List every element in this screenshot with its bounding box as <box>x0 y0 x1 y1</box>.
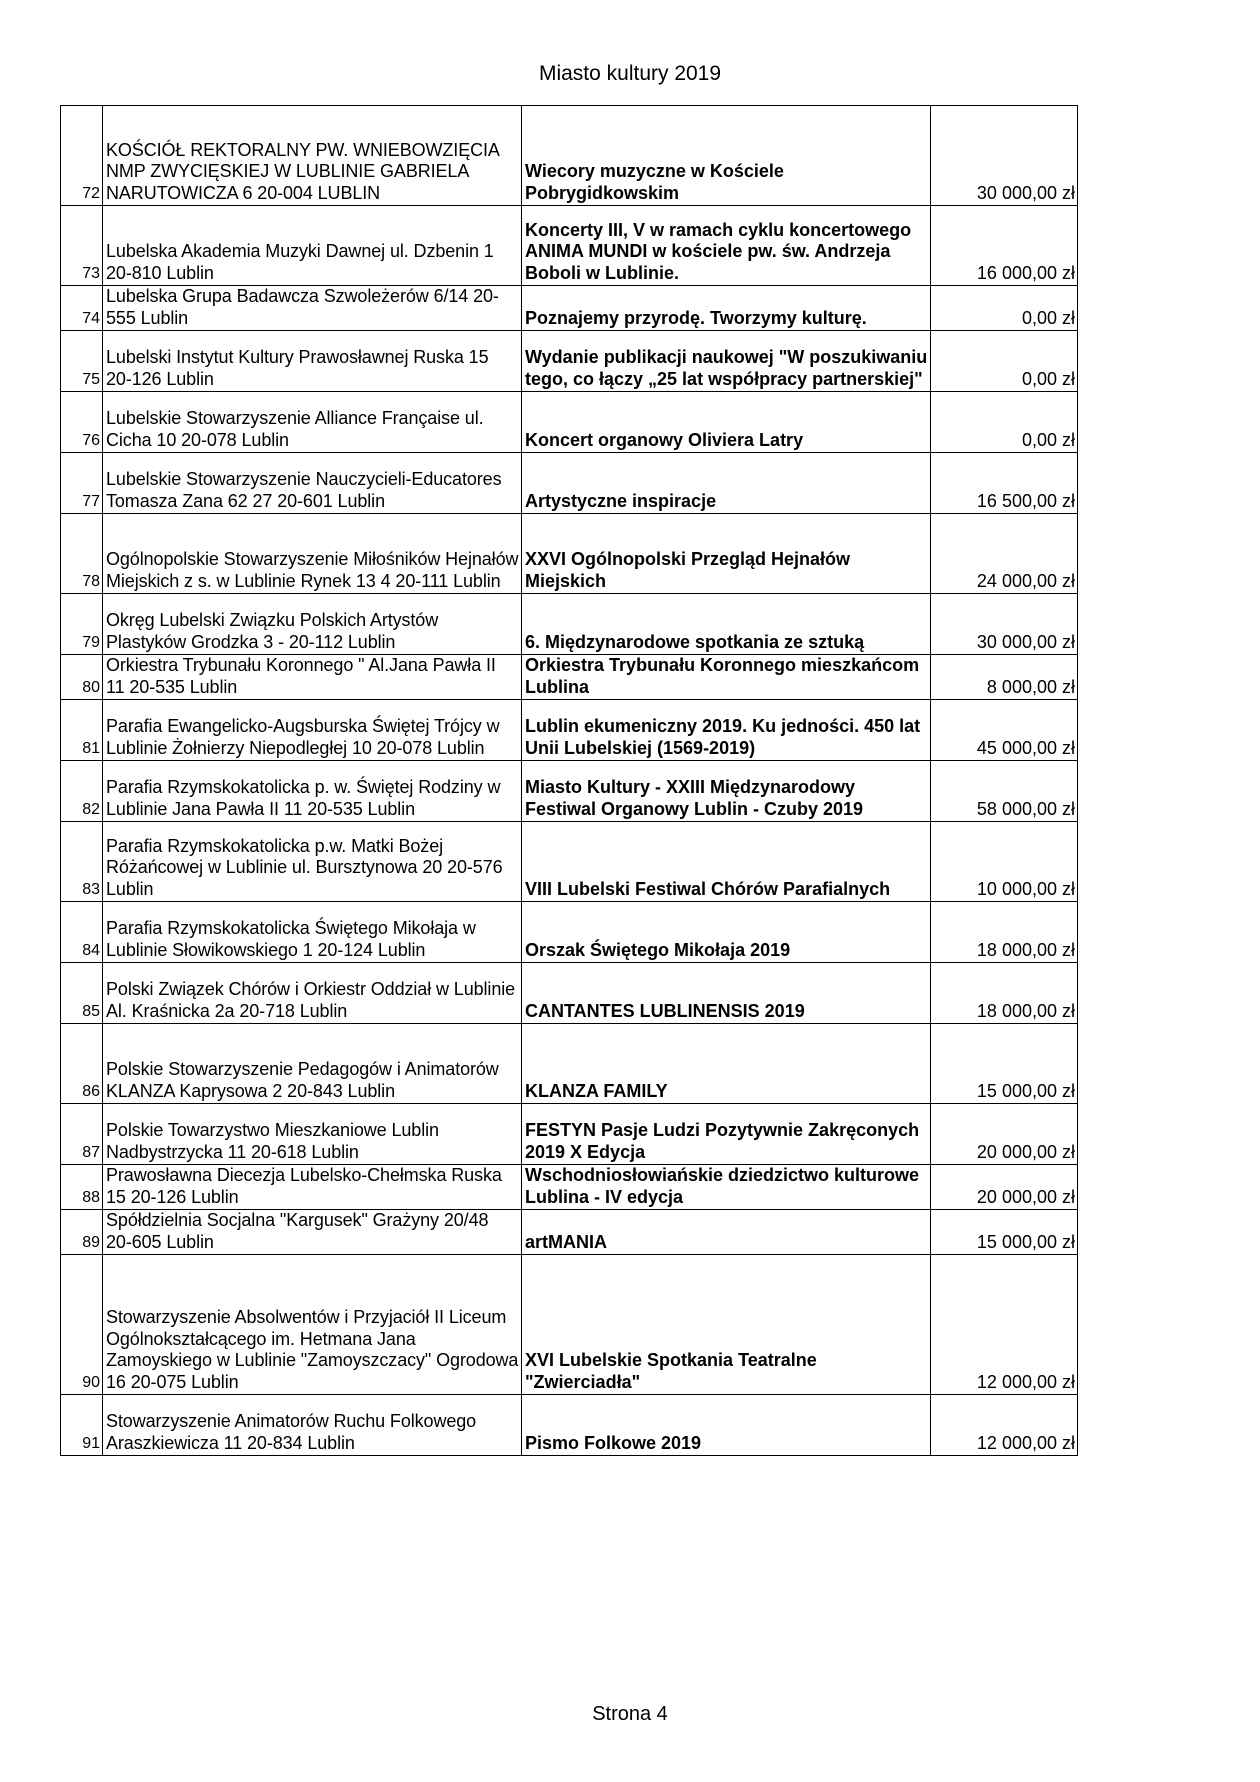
project-cell: Wiecory muzyczne w Kościele Pobrygidkowskim <box>522 106 931 206</box>
organization-cell: Lubelska Akademia Muzyki Dawnej ul. Dzbenin 1 20-810 Lublin <box>103 206 522 286</box>
organization-cell: Okręg Lubelski Związku Polskich Artystów Plastyków Grodzka 3 - 20-112 Lublin <box>103 594 522 655</box>
table-row <box>61 655 1078 700</box>
amount-cell: 15 000,00 zł <box>931 1210 1078 1255</box>
table-row <box>61 1255 1078 1395</box>
project-cell: 6. Międzynarodowe spotkania ze sztuką <box>522 594 931 655</box>
amount-cell: 30 000,00 zł <box>931 594 1078 655</box>
grants-table-body <box>61 106 1078 1456</box>
organization-cell: Parafia Rzymskokatolicka Świętego Mikołaja w Lublinie Słowikowskiego 1 20-124 Lublin <box>103 902 522 963</box>
organization-cell: Stowarzyszenie Animatorów Ruchu Folkowego Araszkiewicza 11 20-834 Lublin <box>103 1395 522 1456</box>
page-header: Miasto kultury 2019 <box>538 62 722 85</box>
table-row <box>61 700 1078 761</box>
table-row <box>61 453 1078 514</box>
row-number: 84 <box>61 902 103 963</box>
amount-cell: 18 000,00 zł <box>931 963 1078 1024</box>
amount-cell: 16 000,00 zł <box>931 206 1078 286</box>
row-number: 72 <box>61 106 103 206</box>
organization-cell: Polski Związek Chórów i Orkiestr Oddział w Lublinie Al. Kraśnicka 2a 20-718 Lublin <box>103 963 522 1024</box>
table-row <box>61 761 1078 822</box>
row-number: 91 <box>61 1395 103 1456</box>
amount-cell: 30 000,00 zł <box>931 106 1078 206</box>
project-cell: Lublin ekumeniczny 2019. Ku jedności. 450 lat Unii Lubelskiej (1569-2019) <box>522 700 931 761</box>
amount-cell: 24 000,00 zł <box>931 514 1078 594</box>
amount-cell: 0,00 zł <box>931 286 1078 331</box>
organization-cell: Polskie Stowarzyszenie Pedagogów i Animatorów KLANZA Kaprysowa 2 20-843 Lublin <box>103 1024 522 1104</box>
amount-cell: 0,00 zł <box>931 392 1078 453</box>
amount-cell: 0,00 zł <box>931 331 1078 392</box>
project-cell: XVI Lubelskie Spotkania Teatralne "Zwierciadła" <box>522 1255 931 1395</box>
row-number: 79 <box>61 594 103 655</box>
project-cell: CANTANTES LUBLINENSIS 2019 <box>522 963 931 1024</box>
amount-cell: 15 000,00 zł <box>931 1024 1078 1104</box>
project-cell: Artystyczne inspiracje <box>522 453 931 514</box>
row-number: 89 <box>61 1210 103 1255</box>
amount-cell: 20 000,00 zł <box>931 1104 1078 1165</box>
amount-cell: 10 000,00 zł <box>931 822 1078 902</box>
organization-cell: Spółdzielnia Socjalna "Kargusek" Grażyny 20/48 20-605 Lublin <box>103 1210 522 1255</box>
organization-cell: Parafia Rzymskokatolicka p. w. Świętej Rodziny w Lublinie Jana Pawła II 11 20-535 Lublin <box>103 761 522 822</box>
organization-cell: Polskie Towarzystwo Mieszkaniowe Lublin Nadbystrzycka 11 20-618 Lublin <box>103 1104 522 1165</box>
row-number: 78 <box>61 514 103 594</box>
row-number: 75 <box>61 331 103 392</box>
project-cell: FESTYN Pasje Ludzi Pozytywnie Zakręconych 2019 X Edycja <box>522 1104 931 1165</box>
project-cell: KLANZA FAMILY <box>522 1024 931 1104</box>
project-cell: XXVI Ogólnopolski Przegląd Hejnałów Miejskich <box>522 514 931 594</box>
amount-cell: 8 000,00 zł <box>931 655 1078 700</box>
amount-cell: 20 000,00 zł <box>931 1165 1078 1210</box>
amount-cell: 12 000,00 zł <box>931 1395 1078 1456</box>
organization-cell: Ogólnopolskie Stowarzyszenie Miłośników Hejnałów Miejskich z s. w Lublinie Rynek 13 4 20-111 Lublin <box>103 514 522 594</box>
row-number: 74 <box>61 286 103 331</box>
row-number: 85 <box>61 963 103 1024</box>
grants-table <box>60 105 1078 1456</box>
organization-cell: Lubelski Instytut Kultury Prawosławnej Ruska 15 20-126 Lublin <box>103 331 522 392</box>
row-number: 90 <box>61 1255 103 1395</box>
organization-cell: Lubelskie Stowarzyszenie Nauczycieli-Educatores Tomasza Zana 62 27 20-601 Lublin <box>103 453 522 514</box>
table-row <box>61 822 1078 902</box>
table-row <box>61 1165 1078 1210</box>
row-number: 86 <box>61 1024 103 1104</box>
project-cell: VIII Lubelski Festiwal Chórów Parafialnych <box>522 822 931 902</box>
table-row <box>61 1395 1078 1456</box>
organization-cell: Lubelskie Stowarzyszenie Alliance Française ul. Cicha 10 20-078 Lublin <box>103 392 522 453</box>
table-row <box>61 331 1078 392</box>
table-row <box>61 1024 1078 1104</box>
amount-cell: 16 500,00 zł <box>931 453 1078 514</box>
table-row <box>61 902 1078 963</box>
project-cell: Wydanie publikacji naukowej "W poszukiwaniu tego, co łączy „25 lat współpracy partnerskiej" <box>522 331 931 392</box>
row-number: 81 <box>61 700 103 761</box>
row-number: 83 <box>61 822 103 902</box>
row-number: 82 <box>61 761 103 822</box>
organization-cell: Stowarzyszenie Absolwentów i Przyjaciół II Liceum Ogólnokształcącego im. Hetmana Jana Zamoyskiego w Lublinie "Zamoyszczacy" Ogrodowa 16 20-075 Lublin <box>103 1255 522 1395</box>
table-row <box>61 963 1078 1024</box>
table-row <box>61 594 1078 655</box>
project-cell: artMANIA <box>522 1210 931 1255</box>
row-number: 87 <box>61 1104 103 1165</box>
row-number: 88 <box>61 1165 103 1210</box>
organization-cell: Prawosławna Diecezja Lubelsko-Chełmska Ruska 15 20-126 Lublin <box>103 1165 522 1210</box>
organization-cell: Parafia Ewangelicko-Augsburska Świętej Trójcy w Lublinie Żołnierzy Niepodległej 10 20-078 Lublin <box>103 700 522 761</box>
table-row <box>61 514 1078 594</box>
organization-cell: Orkiestra Trybunału Koronnego " Al.Jana Pawła II 11 20-535 Lublin <box>103 655 522 700</box>
page-number: Strona 4 <box>592 1703 668 1725</box>
row-number: 73 <box>61 206 103 286</box>
row-number: 76 <box>61 392 103 453</box>
amount-cell: 18 000,00 zł <box>931 902 1078 963</box>
project-cell: Orkiestra Trybunału Koronnego mieszkańcom Lublina <box>522 655 931 700</box>
organization-cell: KOŚCIÓŁ REKTORALNY PW. WNIEBOWZIĘCIA NMP ZWYCIĘSKIEJ W LUBLINIE GABRIELA NARUTOWICZA 6 20-004 LUBLIN <box>103 106 522 206</box>
table-row <box>61 1210 1078 1255</box>
project-cell: Miasto Kultury - XXIII Międzynarodowy Festiwal Organowy Lublin - Czuby 2019 <box>522 761 931 822</box>
amount-cell: 58 000,00 zł <box>931 761 1078 822</box>
table-row <box>61 286 1078 331</box>
amount-cell: 12 000,00 zł <box>931 1255 1078 1395</box>
project-cell: Orszak Świętego Mikołaja 2019 <box>522 902 931 963</box>
project-cell: Wschodniosłowiańskie dziedzictwo kulturowe Lublina - IV edycja <box>522 1165 931 1210</box>
table-row <box>61 392 1078 453</box>
table-row <box>61 1104 1078 1165</box>
amount-cell: 45 000,00 zł <box>931 700 1078 761</box>
project-cell: Koncerty III, V w ramach cyklu koncertowego ANIMA MUNDI w kościele pw. św. Andrzeja Boboli w Lublinie. <box>522 206 931 286</box>
row-number: 77 <box>61 453 103 514</box>
project-cell: Koncert organowy Oliviera Latry <box>522 392 931 453</box>
organization-cell: Lubelska Grupa Badawcza Szwoleżerów 6/14 20-555 Lublin <box>103 286 522 331</box>
project-cell: Pismo Folkowe 2019 <box>522 1395 931 1456</box>
table-row <box>61 106 1078 206</box>
row-number: 80 <box>61 655 103 700</box>
project-cell: Poznajemy przyrodę. Tworzymy kulturę. <box>522 286 931 331</box>
organization-cell: Parafia Rzymskokatolicka p.w. Matki Bożej Różańcowej w Lublinie ul. Bursztynowa 20 20-576 Lublin <box>103 822 522 902</box>
table-row <box>61 206 1078 286</box>
